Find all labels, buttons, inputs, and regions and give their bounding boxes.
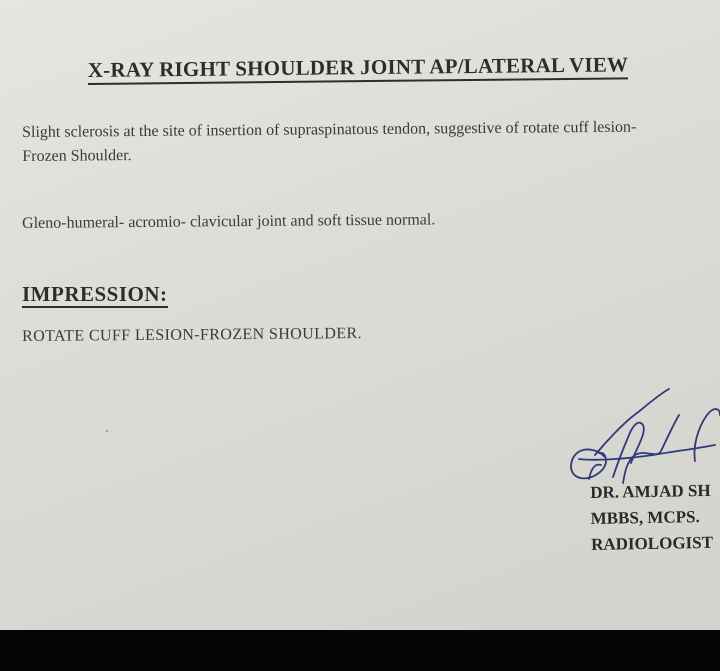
doctor-qualifications: MBBS, MCPS. [590,507,700,528]
report-title: X-RAY RIGHT SHOULDER JOINT AP/LATERAL VIEW [88,52,629,85]
finding-1-line-1: Slight sclerosis at the site of insertion of supraspinatous tendon, suggestive of rotate cuff lesion- [22,118,637,141]
doctor-name: DR. AMJAD SH [590,480,711,502]
impression-text: ROTATE CUFF LESION-FROZEN SHOULDER. [22,325,363,345]
signature-block [590,478,713,558]
impression-heading: IMPRESSION: [22,282,168,306]
paper-speck [106,430,108,432]
finding-1-line-2: Frozen Shoulder. [22,147,132,165]
finding-paragraph-2: Gleno-humeral- acromio- clavicular joint and soft tissue normal. [22,211,436,232]
bottom-black-bar [0,630,720,671]
doctor-designation: RADIOLOGIST [590,532,714,554]
finding-paragraph-1 [22,115,720,169]
